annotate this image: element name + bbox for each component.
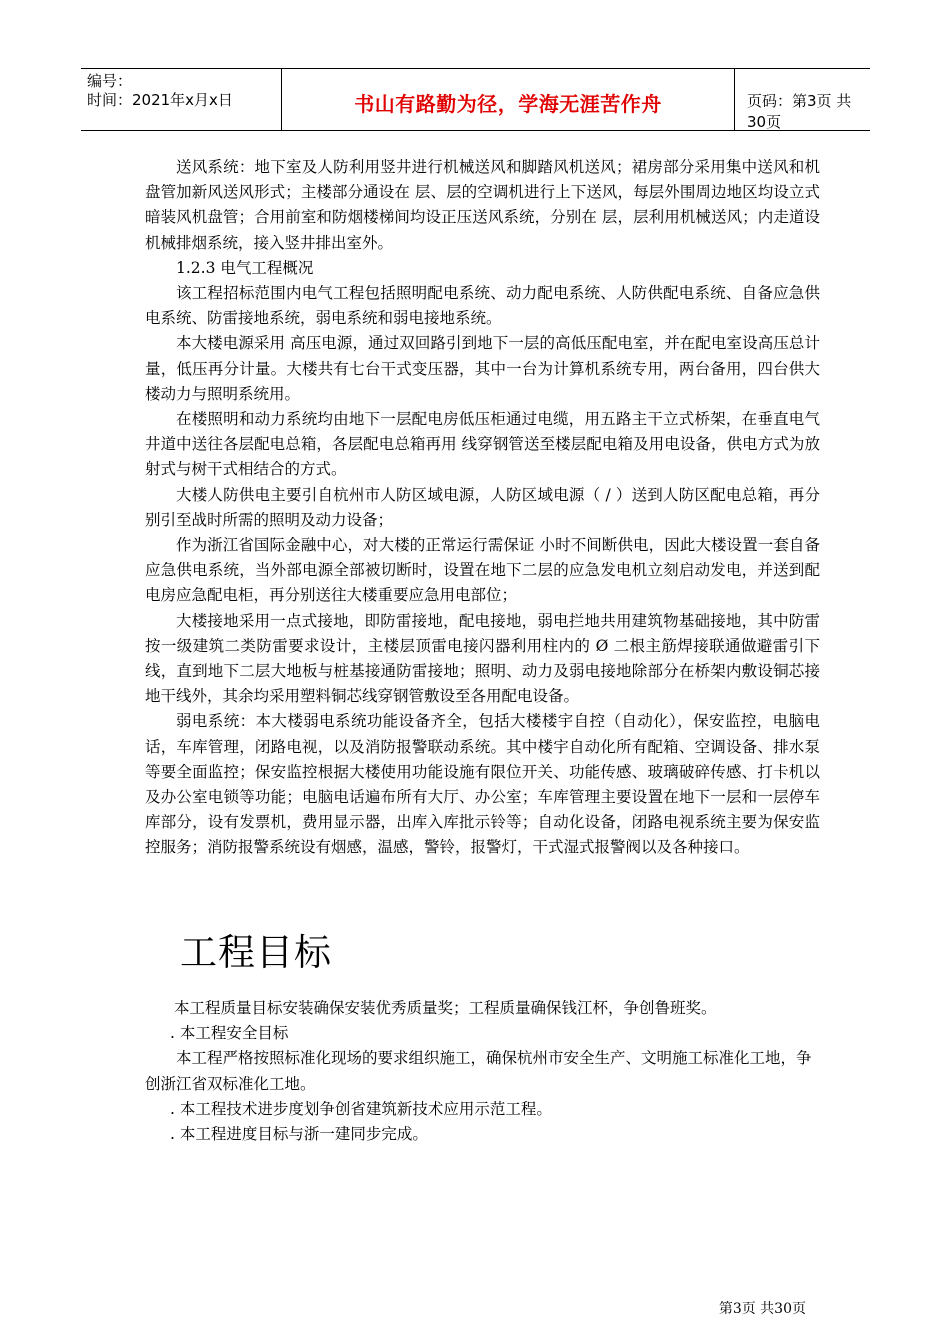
goal-technology: . 本工程技术进步度划争创省建筑新技术应用示范工程。 (170, 1099, 552, 1118)
section-title: 工程目标 (180, 931, 332, 974)
paragraph-weak-current: 弱电系统：本大楼弱电系统功能设备齐全，包括大楼楼宇自控（自动化），保安监控，电脑电话，车库管理，闭路电视，以及消防报警联动系统。其中楼宇自动化所有配箱、空调设备、排水泵等要全面监控；保安监控根据大楼使用功能设施有限位开关、功能传感、玻璃破碎传感、打卡机以及办公室电锁等功能；电脑电话遍布所有大厅、办公室；车库管理主要设置在地下一层和一层停车库部分，设有发票机，费用显示器，出库入库批示铃等；自动化设备，闭路电视系统主要为保安监控服务；消防报警系统设有烟感，温感，警铃，报警灯，干式湿式报警阀以及各种接口。 (145, 712, 820, 857)
date-line: 时间：2021年x月x日 (87, 91, 233, 109)
goal-safety-heading: . 本工程安全目标 (170, 1024, 289, 1043)
goal-schedule: . 本工程进度目标与浙一建同步完成。 (170, 1125, 428, 1144)
header-slogan-cell (282, 69, 735, 130)
paragraph-emergency-power: 作为浙江省国际金融中心，对大楼的正常运行需保证 小时不间断供电，因此大楼设置一套自备应急供电系统，当外部电源全部被切断时，设置在地下二层的应急发电机立刻启动发电，并送到配电房应急配电柜，再分别送往大楼重要应急用电部位； (145, 536, 820, 605)
goal-quality: 本工程质量目标安装确保安装优秀质量奖；工程质量确保钱江杯，争创鲁班奖。 (174, 999, 717, 1017)
page-footer: 第3页 共30页 (718, 1301, 806, 1317)
subsection-heading: 1.2.3 电气工程概况 (176, 258, 314, 277)
serial-number-label: 编号： (87, 72, 133, 90)
body-text (145, 155, 820, 861)
paragraph-ventilation: 送风系统：地下室及人防利用竖井进行机械送风和脚踏风机送风；裙房部分采用集中送风和机盘管加新风送风形式；主楼部分通设在 层、层的空调机进行上下送风，每层外围周边地区均设立式暗装风机盘管；合用前室和防烟楼梯间均设正压送风系统，分别在 层，层利用机械送风；内走道设机械排烟系统，接入竖井排出室外。 (145, 158, 820, 252)
paragraph-grounding: 大楼接地采用一点式接地，即防雷接地，配电接地，弱电拦地共用建筑物基础接地，其中防雷按一级建筑二类防雷要求设计，主楼层顶雷电接闪器利用柱内的 Ø 二根主筋焊接联通做避雷引下线，直到地下二层大地板与桩基接通防雷接地；照明、动力及弱电接地除部分在桥架内敷设铜芯接地干线外，其余均采用塑料铜芯线穿钢管敷设至各用配电设备。 (145, 611, 820, 706)
header-page-info: 页码：第3页 共30页 (747, 92, 852, 131)
paragraph-lighting-power: 在楼照明和动力系统均由地下一层配电房低压柜通过电缆，用五路主干立式桥架，在垂直电气井道中送往各层配电总箱，各层配电总箱再用 线穿钢管送至楼层配电箱及用电设备，供电方式为放射式与树干式相结合的方式。 (145, 410, 820, 479)
header-meta-cell (81, 69, 282, 130)
page-header (81, 68, 870, 131)
goal-safety: 本工程严格按照标准化现场的要求组织施工，确保杭州市安全生产、文明施工标准化工地，争创浙江省双标准化工地。 (145, 1049, 812, 1093)
paragraph-power-source: 本大楼电源采用 高压电源，通过双回路引到地下一层的高低压配电室，并在配电室设高压总计量，低压再分计量。大楼共有七台干式变压器，其中一台为计算机系统专用，两台备用，四台供大楼动力与照明系统用。 (145, 334, 820, 403)
paragraph-electrical-scope: 该工程招标范围内电气工程包括照明配电系统、动力配电系统、人防供配电系统、自备应急供电系统、防雷接地系统，弱电系统和弱电接地系统。 (145, 284, 820, 328)
goals-text (145, 996, 820, 1147)
paragraph-civil-defense: 大楼人防供电主要引自杭州市人防区域电源，人防区域电源（ / ）送到人防区配电总箱，再分别引至战时所需的照明及动力设备； (145, 485, 820, 529)
slogan: 书山有路勤为径，学海无涯苦作舟 (354, 92, 662, 116)
header-page-cell (735, 69, 870, 130)
